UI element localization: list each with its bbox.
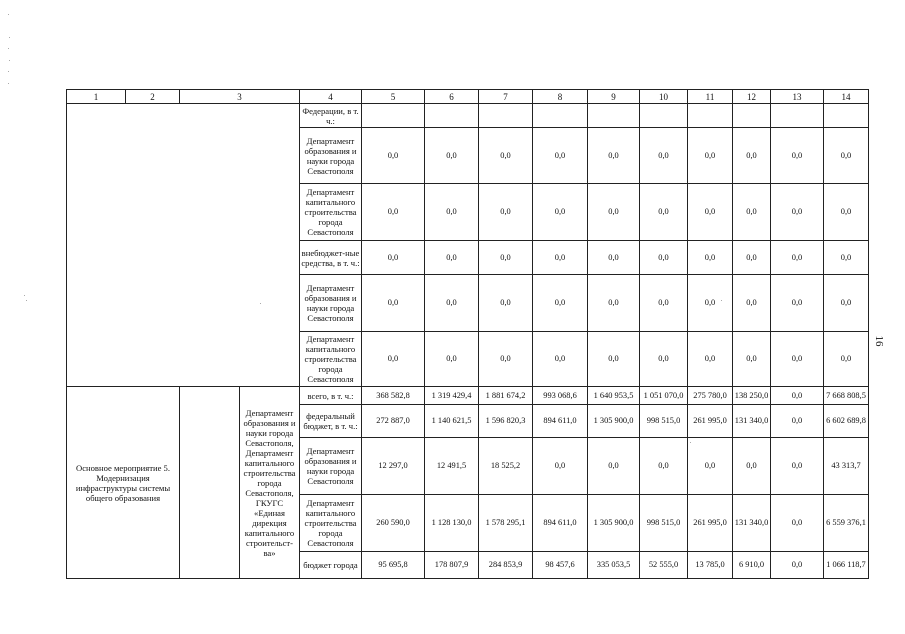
value-cell <box>688 104 733 128</box>
value-cell: 131 340,0 <box>733 495 771 552</box>
empty-merged-cell <box>67 104 300 387</box>
value-cell: 0,0 <box>533 332 588 387</box>
header-cell: 13 <box>771 90 824 104</box>
value-cell: 0,0 <box>479 241 533 275</box>
value-cell: 0,0 <box>362 128 425 184</box>
value-cell: 131 340,0 <box>733 405 771 438</box>
value-cell: 0,0 <box>533 184 588 241</box>
value-cell: 261 995,0 <box>688 495 733 552</box>
funding-source-label: федеральный бюджет, в т. ч.: <box>300 405 362 438</box>
value-cell: 6 602 689,8 <box>824 405 869 438</box>
value-cell: 1 305 900,0 <box>588 495 640 552</box>
value-cell <box>733 104 771 128</box>
value-cell: 0,0 <box>688 275 733 332</box>
value-cell: 284 853,9 <box>479 552 533 579</box>
value-cell: 7 668 808,5 <box>824 387 869 405</box>
value-cell: 0,0 <box>533 241 588 275</box>
value-cell: 0,0 <box>425 332 479 387</box>
value-cell: 0,0 <box>425 128 479 184</box>
value-cell: 18 525,2 <box>479 438 533 495</box>
value-cell: 0,0 <box>733 184 771 241</box>
value-cell: 0,0 <box>771 495 824 552</box>
funding-source-label: Департамент капитального строительства города Севастополя <box>300 332 362 387</box>
value-cell: 0,0 <box>771 275 824 332</box>
value-cell: 0,0 <box>533 128 588 184</box>
value-cell <box>771 104 824 128</box>
value-cell: 1 578 295,1 <box>479 495 533 552</box>
value-cell: 1 640 953,5 <box>588 387 640 405</box>
value-cell: 993 068,6 <box>533 387 588 405</box>
value-cell: 0,0 <box>425 275 479 332</box>
value-cell <box>640 104 688 128</box>
value-cell: 0,0 <box>733 275 771 332</box>
value-cell: 12 491,5 <box>425 438 479 495</box>
budget-table <box>66 89 869 579</box>
measure-title: Основное мероприятие 5. Модернизация инфраструктуры системы общего образования <box>67 387 180 579</box>
value-cell: 1 066 118,7 <box>824 552 869 579</box>
value-cell: 0,0 <box>533 438 588 495</box>
header-cell: 5 <box>362 90 425 104</box>
measure-executor: Департамент образования и науки города Севастополя, Департамент капитального строительства города Севастополя, ГКУГС «Единая дирекция капитального строительст-ва» <box>240 387 300 579</box>
value-cell: 0,0 <box>824 241 869 275</box>
value-cell: 0,0 <box>362 184 425 241</box>
value-cell <box>425 104 479 128</box>
value-cell: 138 250,0 <box>733 387 771 405</box>
value-cell: 43 313,7 <box>824 438 869 495</box>
value-cell: 0,0 <box>588 241 640 275</box>
value-cell: 0,0 <box>640 128 688 184</box>
header-cell: 9 <box>588 90 640 104</box>
value-cell <box>533 104 588 128</box>
value-cell: 1 305 900,0 <box>588 405 640 438</box>
value-cell: 0,0 <box>733 241 771 275</box>
value-cell: 0,0 <box>588 128 640 184</box>
value-cell: 0,0 <box>771 332 824 387</box>
header-cell: 14 <box>824 90 869 104</box>
value-cell: 12 297,0 <box>362 438 425 495</box>
funding-source-label: Департамент образования и науки города Севастополя <box>300 275 362 332</box>
value-cell: 0,0 <box>824 128 869 184</box>
funding-source-label: бюджет города <box>300 552 362 579</box>
value-cell: 0,0 <box>771 184 824 241</box>
value-cell: 0,0 <box>425 241 479 275</box>
value-cell: 0,0 <box>688 184 733 241</box>
value-cell: 0,0 <box>824 184 869 241</box>
value-cell: 0,0 <box>588 332 640 387</box>
value-cell: 0,0 <box>771 128 824 184</box>
value-cell: 0,0 <box>588 275 640 332</box>
value-cell: 0,0 <box>771 552 824 579</box>
value-cell: 1 596 820,3 <box>479 405 533 438</box>
value-cell: 0,0 <box>824 332 869 387</box>
value-cell: 0,0 <box>640 184 688 241</box>
funding-source-label: Департамент образования и науки города Севастополя <box>300 128 362 184</box>
value-cell: 0,0 <box>771 387 824 405</box>
value-cell <box>588 104 640 128</box>
value-cell: 0,0 <box>588 438 640 495</box>
header-cell: 2 <box>126 90 180 104</box>
value-cell <box>824 104 869 128</box>
value-cell: 1 128 130,0 <box>425 495 479 552</box>
value-cell: 0,0 <box>688 438 733 495</box>
funding-source-label: Департамент капитального строительства города Севастополя <box>300 184 362 241</box>
value-cell: 6 559 376,1 <box>824 495 869 552</box>
header-cell: 6 <box>425 90 479 104</box>
value-cell: 1 051 070,0 <box>640 387 688 405</box>
value-cell <box>362 104 425 128</box>
value-cell: 0,0 <box>640 275 688 332</box>
funding-source-label: всего, в т. ч.: <box>300 387 362 405</box>
value-cell: 0,0 <box>771 438 824 495</box>
value-cell <box>479 104 533 128</box>
value-cell: 178 807,9 <box>425 552 479 579</box>
value-cell: 95 695,8 <box>362 552 425 579</box>
value-cell: 13 785,0 <box>688 552 733 579</box>
value-cell: 0,0 <box>479 332 533 387</box>
value-cell: 335 053,5 <box>588 552 640 579</box>
value-cell: 260 590,0 <box>362 495 425 552</box>
header-cell: 11 <box>688 90 733 104</box>
value-cell: 98 457,6 <box>533 552 588 579</box>
value-cell: 0,0 <box>640 438 688 495</box>
value-cell: 368 582,8 <box>362 387 425 405</box>
value-cell: 1 881 674,2 <box>479 387 533 405</box>
value-cell: 0,0 <box>733 438 771 495</box>
funding-source-label: Департамент образования и науки города Севастополя <box>300 438 362 495</box>
value-cell: 0,0 <box>640 241 688 275</box>
value-cell: 0,0 <box>771 241 824 275</box>
value-cell: 998 515,0 <box>640 405 688 438</box>
value-cell: 0,0 <box>362 332 425 387</box>
value-cell: 261 995,0 <box>688 405 733 438</box>
value-cell: 0,0 <box>824 275 869 332</box>
header-row <box>67 90 869 104</box>
value-cell: 0,0 <box>688 128 733 184</box>
value-cell: 0,0 <box>425 184 479 241</box>
value-cell: 272 887,0 <box>362 405 425 438</box>
value-cell: 0,0 <box>733 332 771 387</box>
value-cell: 1 140 621,5 <box>425 405 479 438</box>
header-cell: 10 <box>640 90 688 104</box>
funding-source-label: Департамент капитального строительства города Севастополя <box>300 495 362 552</box>
value-cell: 0,0 <box>688 332 733 387</box>
funding-source-label: внебюджет-ные средства, в т. ч.: <box>300 241 362 275</box>
value-cell: 894 611,0 <box>533 405 588 438</box>
value-cell: 0,0 <box>771 405 824 438</box>
value-cell: 0,0 <box>479 275 533 332</box>
value-cell: 0,0 <box>640 332 688 387</box>
value-cell: 0,0 <box>362 275 425 332</box>
value-cell: 998 515,0 <box>640 495 688 552</box>
table-row <box>67 104 869 128</box>
value-cell: 275 780,0 <box>688 387 733 405</box>
value-cell: 0,0 <box>688 241 733 275</box>
header-cell: 12 <box>733 90 771 104</box>
value-cell: 894 611,0 <box>533 495 588 552</box>
value-cell: 52 555,0 <box>640 552 688 579</box>
header-cell: 4 <box>300 90 362 104</box>
header-cell: 7 <box>479 90 533 104</box>
value-cell: 0,0 <box>362 241 425 275</box>
value-cell: 6 910,0 <box>733 552 771 579</box>
empty-cell <box>180 387 240 579</box>
value-cell: 1 319 429,4 <box>425 387 479 405</box>
header-cell: 1 <box>67 90 126 104</box>
header-cell: 8 <box>533 90 588 104</box>
table-row <box>67 387 869 405</box>
value-cell: 0,0 <box>588 184 640 241</box>
value-cell: 0,0 <box>533 275 588 332</box>
value-cell: 0,0 <box>733 128 771 184</box>
value-cell: 0,0 <box>479 128 533 184</box>
header-cell: 3 <box>180 90 300 104</box>
value-cell: 0,0 <box>479 184 533 241</box>
funding-source-label: Федерации, в т. ч.: <box>300 104 362 128</box>
page-number: 16 <box>873 335 885 347</box>
